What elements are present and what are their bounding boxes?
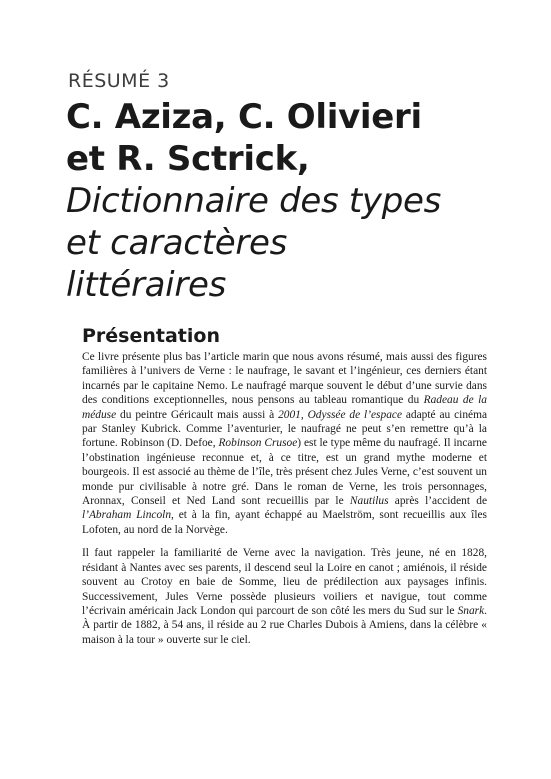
text-run: Il faut rappeler la familiarité de Verne avec la navigation. Très jeune, né en 1828, résidant à Nantes avec ses parents, il descend seul la Loire en canot ; amiénois, il réside souvent au Crotoy en baie de Somme, lieu de prédilection aux paysages infinis. Successivement, Jules Verne possède plusieurs voiliers et navigue, tout comme l’écrivain américain Jack London qui parcourt de son côté les mers du Sud sur le (82, 547, 487, 617)
text-run: du peintre Géricault mais aussi à (116, 408, 279, 421)
chapter-kicker: RÉSUMÉ 3 (68, 70, 170, 92)
title-work-line-3: littéraires (66, 265, 227, 305)
text-run: ) est le type même du naufragé. Il incarne l’obstination ingénieuse reconnue et, à ce titre, est un grand mythe moderne et bourgeois. Il est associé au thème de l’île, très présent chez Jules Verne, c’est souvent un monde pur civilisable à notre gré. Dans le roman de Verne, les trois personnages, Aronnax, Conseil et Ned Land sont recueillis par le (82, 437, 487, 508)
italic-title-run: Robinson Crusoe (218, 437, 298, 450)
text-run: adapté au cinéma par Stanley Kubrick. Comme l’aventurier, le naufragé ne peut s’en remettre qu’à la fortune. Robinson (D. Defoe, (82, 408, 487, 450)
title-work-line-2: et caractères (66, 223, 288, 263)
italic-title-run: Nautilus (349, 495, 389, 508)
title-work-line-1: Dictionnaire des types (66, 181, 442, 221)
title-authors-line-2: et R. Sctrick, (66, 139, 310, 179)
body-text (82, 350, 487, 647)
italic-title-run: Radeau de la méduse (82, 394, 487, 421)
italic-title-run: Snark (457, 604, 485, 617)
text-run: , et à la fin, ayant échappé au Maelström, sont recueillis aux îles Lofoten, au nord de la Norvège. (82, 509, 487, 536)
title-authors-line-1: C. Aziza, C. Olivieri (66, 97, 422, 137)
text-run: après l’accident de (388, 495, 487, 508)
italic-title-run: l’Abraham Lincoln (82, 509, 172, 522)
text-run: Ce livre présente plus bas l’article marin que nous avons résumé, mais aussi des figures familières à l’univers de Verne : le naufrage, le savant et l’ingénieur, ces derniers étant incarnés par le capitaine Nemo. Le naufragé marque souvent le début d’une survie dans des conditions exceptionnelles, nous pensons au tableau romantique du (82, 351, 487, 407)
italic-title-run: 2001, Odyssée de l’espace (278, 408, 402, 421)
paragraph-2 (82, 546, 487, 647)
text-run: . À partir de 1882, à 54 ans, il réside au 2 rue Charles Dubois à Amiens, dans la célèbre « maison à la tour » ouverte sur le ciel. (82, 604, 487, 646)
page-title (66, 96, 536, 306)
paragraph-1 (82, 350, 487, 537)
section-heading: Présentation (82, 325, 220, 347)
